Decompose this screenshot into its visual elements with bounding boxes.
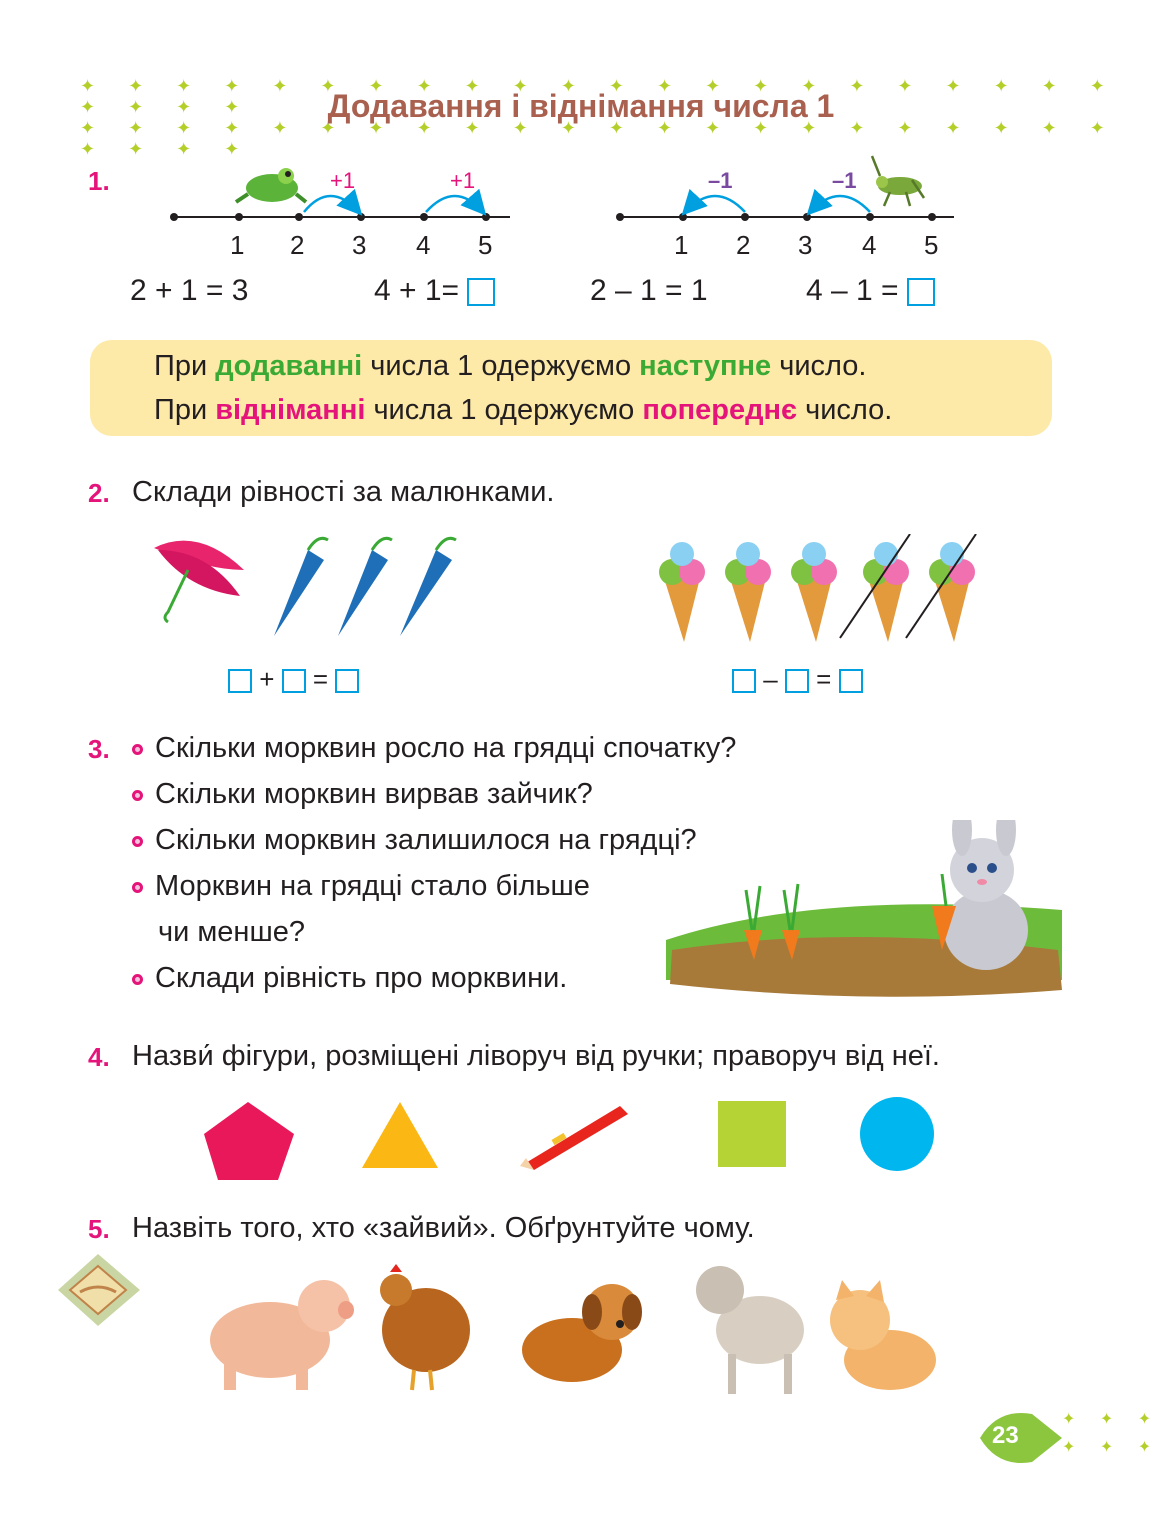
page-number: 23 bbox=[992, 1422, 1019, 1449]
right-tick-2: 2 bbox=[736, 230, 751, 260]
umbrella-icon bbox=[338, 538, 392, 636]
task-4-number: 4. bbox=[88, 1042, 110, 1072]
handshake-icon bbox=[54, 1252, 144, 1332]
pentagon-shape bbox=[204, 1102, 294, 1180]
q1-text: Скільки морквин росло на грядці спочатку? bbox=[155, 732, 737, 764]
answer-box-5[interactable] bbox=[335, 669, 359, 693]
task-3-question-5 bbox=[132, 962, 567, 995]
ice-cream-icon bbox=[906, 534, 976, 642]
umbrella-icon bbox=[274, 538, 328, 636]
number-line-right bbox=[616, 196, 954, 221]
answer-box-2[interactable] bbox=[907, 278, 935, 306]
ice-cream-icon bbox=[791, 542, 837, 642]
q5-text: Склади рівність про морквини. bbox=[155, 962, 568, 994]
square-shape bbox=[718, 1101, 786, 1167]
rule-2-keyword: відніманні bbox=[215, 394, 366, 426]
right-arc-label-1: –1 bbox=[708, 168, 733, 193]
bullet-icon bbox=[132, 882, 143, 893]
answer-box-3[interactable] bbox=[228, 669, 252, 693]
task-3-question-3 bbox=[132, 824, 697, 857]
triangle-shape bbox=[362, 1102, 438, 1168]
decor-dots-bottom: ✦ ✦ ✦ ✦ ✦ ✦ ✦ ✦ ✦ ✦ ✦ ✦ ✦ ✦ ✦ ✦ ✦ ✦ ✦ ✦ ✦ ✦ ✦ ✦ ✦ ✦ bbox=[80, 118, 1119, 159]
frog-icon bbox=[236, 168, 306, 202]
rule-2-e: число. bbox=[797, 394, 893, 426]
pig-icon bbox=[210, 1280, 354, 1390]
plus-sign: + bbox=[259, 664, 275, 694]
rule-1-c: числа 1 одержуємо bbox=[362, 350, 640, 382]
task-5-text: Назвіть того, хто «зайвий». Обґрунтуйте чому. bbox=[132, 1212, 755, 1244]
bullet-icon bbox=[132, 744, 143, 755]
ice-cream-icon bbox=[840, 534, 910, 642]
equation-2 bbox=[374, 274, 495, 308]
right-tick-4: 4 bbox=[862, 230, 877, 260]
decor-dots-top: ✦ ✦ ✦ ✦ ✦ ✦ ✦ ✦ ✦ ✦ ✦ ✦ ✦ ✦ ✦ ✦ ✦ ✦ ✦ ✦ ✦ ✦ ✦ ✦ ✦ ✦ bbox=[80, 76, 1119, 117]
rule-2-c: числа 1 одержуємо bbox=[365, 394, 643, 426]
equation-1: 2 + 1 = 3 bbox=[130, 274, 249, 307]
q4a-text: Морквин на грядці стало більше bbox=[155, 870, 590, 902]
ice-cream-icon bbox=[659, 542, 705, 642]
left-tick-4: 4 bbox=[416, 230, 431, 260]
task-3-question-4 bbox=[132, 870, 590, 903]
rule-2-a: При bbox=[154, 394, 216, 426]
equation-3: 2 – 1 = 1 bbox=[590, 274, 708, 307]
animals-row bbox=[200, 1250, 950, 1400]
kitten-icon bbox=[830, 1280, 936, 1390]
lamb-icon bbox=[696, 1266, 804, 1394]
task-3-question-1 bbox=[132, 732, 736, 765]
answer-box-1[interactable] bbox=[467, 278, 495, 306]
task-2-number: 2. bbox=[88, 478, 110, 508]
rule-1-a: При bbox=[154, 350, 216, 382]
puppy-icon bbox=[522, 1284, 642, 1382]
minus-sign: – bbox=[763, 664, 778, 694]
task-4-text: Назви́ фігури, розміщені ліворуч від ручки; праворуч від неї. bbox=[132, 1040, 940, 1072]
left-tick-1: 1 bbox=[230, 230, 245, 260]
circle-shape bbox=[860, 1097, 934, 1171]
task-5-number: 5. bbox=[88, 1214, 110, 1244]
bullet-icon bbox=[132, 836, 143, 847]
task-1-number: 1. bbox=[88, 166, 110, 196]
rule-line-2 bbox=[90, 388, 1052, 432]
left-tick-5: 5 bbox=[478, 230, 493, 260]
rule-1-e: число. bbox=[771, 350, 867, 382]
task-3-number: 3. bbox=[88, 734, 110, 764]
left-tick-2: 2 bbox=[290, 230, 305, 260]
answer-box-7[interactable] bbox=[785, 669, 809, 693]
bullet-icon bbox=[132, 974, 143, 985]
number-lines bbox=[160, 150, 980, 260]
answer-box-6[interactable] bbox=[732, 669, 756, 693]
equation-2-text: 4 + 1= bbox=[374, 274, 460, 307]
hen-icon bbox=[380, 1264, 470, 1390]
answer-box-4[interactable] bbox=[282, 669, 306, 693]
task-3-question-2 bbox=[132, 778, 593, 811]
answer-box-8[interactable] bbox=[839, 669, 863, 693]
equals-sign: = bbox=[312, 664, 329, 694]
rule-line-1 bbox=[90, 340, 1052, 388]
right-tick-1: 1 bbox=[674, 230, 689, 260]
decor-dots-footer: ✦ ✦ ✦ ✦ ✦ ✦ bbox=[1062, 1411, 1162, 1456]
umbrella-icon bbox=[400, 538, 456, 636]
right-tick-3: 3 bbox=[798, 230, 813, 260]
q3-text: Скільки морквин залишилося на грядці? bbox=[155, 824, 697, 856]
left-arc-label-2: +1 bbox=[450, 168, 476, 193]
rule-box bbox=[90, 340, 1052, 436]
right-arc-label-2: –1 bbox=[832, 168, 857, 193]
right-tick-5: 5 bbox=[924, 230, 939, 260]
bullet-icon bbox=[132, 790, 143, 801]
bunny-icon bbox=[944, 820, 1028, 970]
ice-creams-illustration bbox=[650, 534, 996, 646]
equation-4 bbox=[806, 274, 935, 308]
rule-2-result: попереднє bbox=[642, 394, 798, 426]
task-2-text: Склади рівності за малюнками. bbox=[132, 476, 555, 508]
task-3-question-4-cont: чи менше? bbox=[158, 916, 305, 948]
page-title: Додавання і віднімання числа 1 bbox=[327, 88, 835, 124]
ice-cream-icon bbox=[725, 542, 771, 642]
equals-sign: = bbox=[816, 664, 832, 694]
left-arc-label-1: +1 bbox=[330, 168, 356, 193]
bunny-garden-illustration bbox=[666, 820, 1062, 1010]
pen-icon bbox=[520, 1106, 628, 1170]
umbrella-icon bbox=[154, 541, 244, 622]
left-tick-3: 3 bbox=[352, 230, 367, 260]
umbrellas-illustration bbox=[148, 530, 488, 640]
equation-plus-template bbox=[228, 664, 359, 695]
shapes-row bbox=[200, 1096, 944, 1186]
grasshopper-icon bbox=[872, 156, 924, 206]
number-line-left bbox=[170, 196, 510, 221]
rule-1-keyword: додаванні bbox=[215, 350, 363, 382]
equation-minus-template bbox=[732, 664, 863, 695]
equation-4-text: 4 – 1 = bbox=[806, 274, 899, 307]
rule-1-result: наступне bbox=[639, 350, 772, 382]
q2-text: Скільки морквин вирвав зайчик? bbox=[155, 778, 593, 810]
